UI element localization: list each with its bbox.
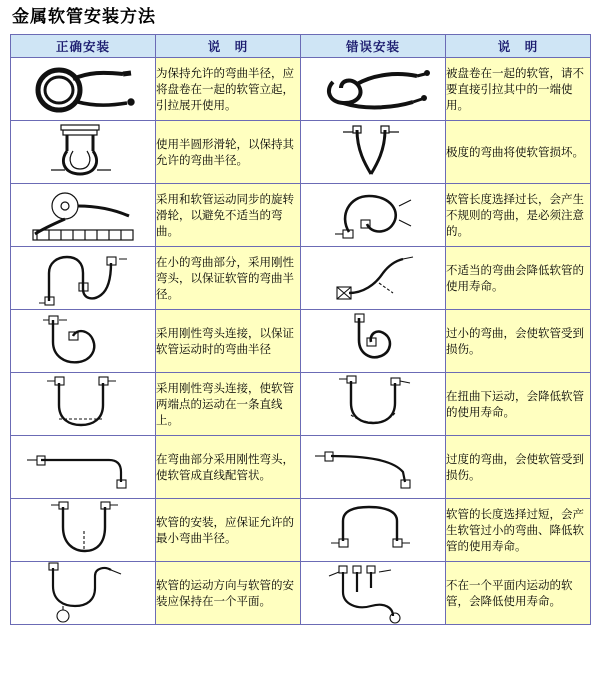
- rigid-elbow-connection-icon: [11, 310, 156, 373]
- table-header-row: [11, 35, 591, 58]
- correct-description: 采用刚性弯头连接，使软管两端点的运动在一条直线上。: [156, 373, 301, 436]
- column-header-wrong-install: 错误安装: [301, 35, 446, 58]
- table-row: [11, 247, 591, 310]
- correct-description: 为保持允许的弯曲半径，应将盘卷在一起的软管立起，引拉展开使用。: [156, 58, 301, 121]
- table-header: [11, 35, 591, 58]
- table-row: [11, 58, 591, 121]
- semicircular-pulley-icon: [11, 121, 156, 184]
- column-header-correct-description: 说 明: [156, 35, 301, 58]
- table-row: [11, 499, 591, 562]
- table-row: [11, 562, 591, 625]
- out-of-plane-motion-icon: [301, 562, 446, 625]
- wrong-description: 过小的弯曲，会使软管受到损伤。: [446, 310, 591, 373]
- column-header-correct-install: 正确安装: [11, 35, 156, 58]
- wrong-description: 软管的长度选择过短，会产生软管过小的弯曲、降低软管的使用寿命。: [446, 499, 591, 562]
- table-row: [11, 373, 591, 436]
- correct-description: 在小的弯曲部分，采用刚性弯头，以保证软管的弯曲半径。: [156, 247, 301, 310]
- minimum-bend-radius-install-icon: [11, 499, 156, 562]
- wrong-description: 在扭曲下运动，会降低软管的使用寿命。: [446, 373, 591, 436]
- rigid-elbow-small-bend-icon: [11, 247, 156, 310]
- correct-description: 采用和软管运动同步的旋转滑轮，以避免不适当的弯曲。: [156, 184, 301, 247]
- sharp-bend-hose-icon: [301, 121, 446, 184]
- synchronized-rotating-pulley-icon: [11, 184, 156, 247]
- coiled-hose-pulled-straight-icon: [301, 58, 446, 121]
- table-body: [11, 58, 591, 625]
- wrong-description: 被盘卷在一起的软管，请不要直接引拉其中的一端使用。: [446, 58, 591, 121]
- hose-installation-table: [10, 34, 591, 625]
- table-row: [11, 436, 591, 499]
- table-row: [11, 310, 591, 373]
- wrong-description: 过度的弯曲，会使软管受到损伤。: [446, 436, 591, 499]
- wrong-description: 不在一个平面内运动的软管，会降低使用寿命。: [446, 562, 591, 625]
- correct-description: 使用半圆形滑轮，以保持其允许的弯曲半径。: [156, 121, 301, 184]
- table-row: [11, 121, 591, 184]
- coiled-hose-vertical-icon: [11, 58, 156, 121]
- table-row: [11, 184, 591, 247]
- wrong-description: 不适当的弯曲会降低软管的使用寿命。: [446, 247, 591, 310]
- improper-bend-icon: [301, 247, 446, 310]
- page-title: 金属软管安装方法: [12, 7, 156, 27]
- too-small-bend-radius-icon: [301, 310, 446, 373]
- u-shape-rigid-elbow-icon: [11, 373, 156, 436]
- wrong-description: 极度的弯曲将使软管损坏。: [446, 121, 591, 184]
- correct-description: 软管的安装，应保证允许的最小弯曲半径。: [156, 499, 301, 562]
- correct-description: 软管的运动方向与软管的安装应保持在一个平面。: [156, 562, 301, 625]
- too-long-hose-small-bend-icon: [301, 499, 446, 562]
- same-plane-motion-icon: [11, 562, 156, 625]
- straight-pipe-rigid-elbow-icon: [11, 436, 156, 499]
- column-header-wrong-description: 说 明: [446, 35, 591, 58]
- excessive-bend-icon: [301, 436, 446, 499]
- correct-description: 在弯曲部分采用刚性弯头，使软管成直线配管状。: [156, 436, 301, 499]
- twisted-u-hose-icon: [301, 373, 446, 436]
- correct-description: 采用刚性弯头连接，以保证软管运动时的弯曲半径: [156, 310, 301, 373]
- wrong-description: 软管长度选择过长，会产生不规则的弯曲，是必须注意的。: [446, 184, 591, 247]
- overlong-hose-irregular-bend-icon: [301, 184, 446, 247]
